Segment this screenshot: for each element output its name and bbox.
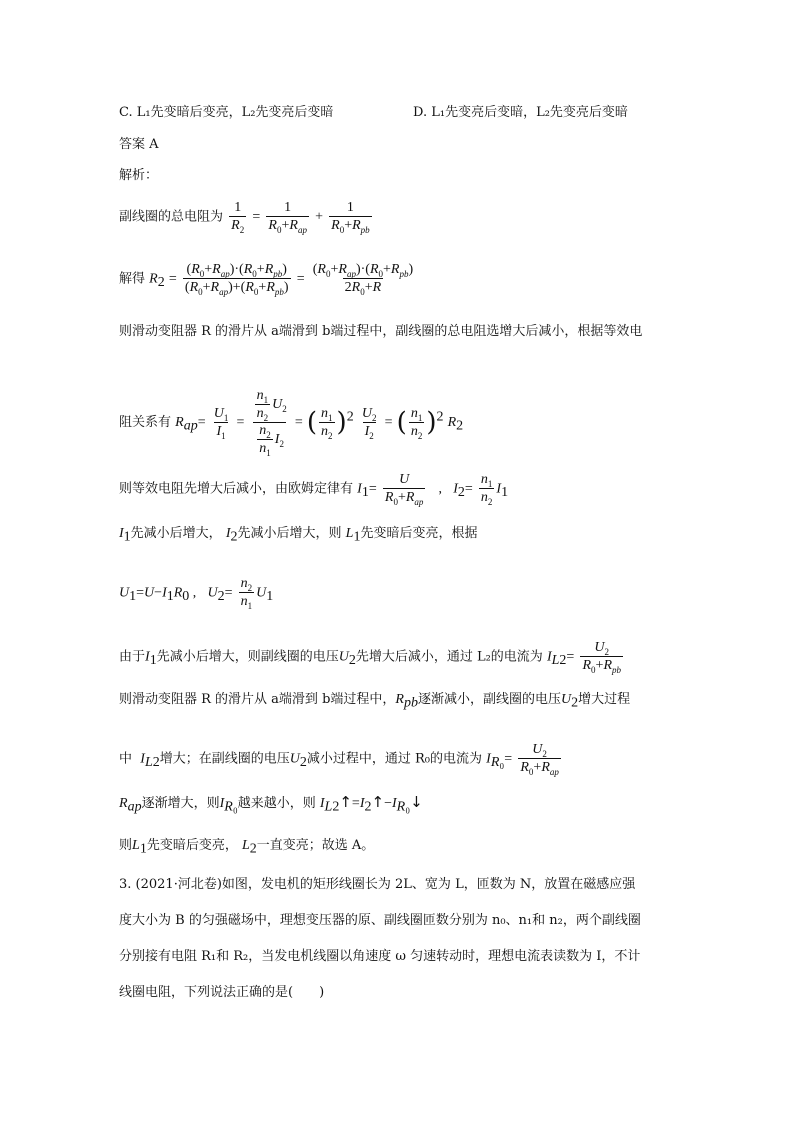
- text: 先减小后增大，则副线圈的电压: [156, 649, 339, 665]
- text: 阻关系有: [119, 415, 172, 430]
- text: 增大过程: [578, 692, 631, 707]
- text: 逐渐增大，则: [141, 796, 220, 811]
- text: 先变暗后变亮，根据: [360, 526, 478, 541]
- slide-text-2: 则滑动变阻器 R 的滑片从 a端滑到 b端过程中，$R_{pb}$逐渐减小，副线圈的电压$U_2$增大过程: [119, 692, 631, 711]
- middle-text: 中 $I_{L2}$增大；在副线圈的电压$U_2$减小过程中，通过 R₀的电流为 $I_{R_0}=$ $\frac{U_2}{R_0+R_{ap}}$: [119, 742, 559, 777]
- due-text: 由于$I_1$先减小后增大，则副线圈的电压$U_2$先增大后减小，通过 L₂的电流为 $I_{L2}=$ $\frac{U_2}{R_0+R_{pb}}$: [119, 640, 621, 675]
- text: 越来越小，则: [237, 796, 316, 811]
- formula-equivalent-resistance: 阻关系有 $R_{ap}=$ $\frac{U_1}{I_1}$ = $\frac{n_1}{n_2}$ $U_2$ $\frac{n_2}{n_1}$ $I_2$ = ( $\frac{n_1}{n_2}$ )$^2$ $\frac{U_2}{I_2}$ = ( $\frac{n_1}{n_2}$ )$^2$ $R_2$: [119, 388, 464, 458]
- text: 先减小后增大，: [130, 526, 222, 541]
- option-d: D. L₁先变亮后变暗，L₂先变亮后变暗: [413, 105, 628, 120]
- slide-text-1: 则滑动变阻器 R 的滑片从 a端滑到 b端过程中，副线圈的总电阻选增大后减小，根据等效电: [119, 324, 643, 339]
- option-c: C. L₁先变暗后变亮，L₂先变亮后变暗: [119, 105, 334, 120]
- final-text: 则$L_1$先变暗后变亮， $L_2$一直变亮；故选 A。: [119, 838, 375, 857]
- text: 解得: [119, 271, 146, 287]
- formula-total-resistance: 副线圈的总电阻为 $\frac{1}{R_2}$ = $\frac{1}{R_0+R_{ap}}$ + $\frac{1}{R_0+R_{pb}}$: [119, 200, 370, 235]
- text: 先变暗后变亮，: [146, 838, 238, 853]
- text: 中: [119, 751, 133, 767]
- text: 减小过程中，通过 R₀的电流为: [306, 751, 483, 767]
- formula-r2-solution: 解得 $R_2$ = $\frac{(R_0+R_{ap})\cdot(R_0+R_{pb})}{(R_0+R_{ap})+(R_0+R_{pb})}$ = $\frac{(R_0+R_{ap})\cdot(R_0+R_{pb})}{2R_0+R}$: [119, 262, 414, 297]
- answer: 答案 A: [119, 137, 159, 152]
- question-line-4: 线圈电阻，下列说法正确的是( ): [119, 985, 325, 1000]
- question-line-3: 分别接有电阻 R₁和 R₂，当发电机线圈以角速度 ω 匀速转动时，理想电流表读数为 I，不计: [119, 949, 641, 964]
- formula-ohm: 则等效电阻先增大后减小，由欧姆定律有 $I_1=$ $\frac{U}{R_0+R_{ap}}$ , $I_2=$ $\frac{n_1}{n_2}$ $I_1$: [119, 472, 509, 507]
- text: 则滑动变阻器 R 的滑片从 a端滑到 b端过程中，: [119, 692, 396, 707]
- analysis-label: 解析：: [119, 168, 159, 183]
- text: 由于: [119, 649, 146, 665]
- text: 先减小后增大，则: [237, 526, 342, 541]
- text: 一直变亮；故选 A。: [256, 838, 375, 853]
- text: 则: [119, 838, 133, 853]
- formula-voltages: $U_1=U-I_1R_0$ , $U_2=$ $\frac{n_2}{n_1}$ $U_1$: [119, 576, 274, 611]
- text: 先增大后减小，通过 L₂的电流为: [355, 649, 543, 665]
- text: 副线圈的总电阻为: [119, 209, 224, 225]
- text: 逐渐减小，副线圈的电压: [417, 692, 561, 707]
- question-line-1: 3. (2021·河北卷)如图，发电机的矩形线圈长为 2L、宽为 L，匝数为 N，放置在磁感应强: [119, 877, 636, 892]
- i1-text: $I_1$先减小后增大， $I_2$先减小后增大，则 $L_1$先变暗后变亮，根据: [119, 526, 478, 545]
- text: 增大；在副线圈的电压: [159, 751, 290, 767]
- text: 则等效电阻先增大后减小，由欧姆定律有: [119, 481, 354, 497]
- rap-text: $R_{ap}$逐渐增大，则$I_{R_0}$越来越小，则 $I_{L2}↑=I_2↑-I_{R_0}↓$: [119, 793, 423, 815]
- question-line-2: 度大小为 B 的匀强磁场中，理想变压器的原、副线圈匝数分别为 n₀、n₁和 n₂，两个副线圈: [119, 913, 641, 928]
